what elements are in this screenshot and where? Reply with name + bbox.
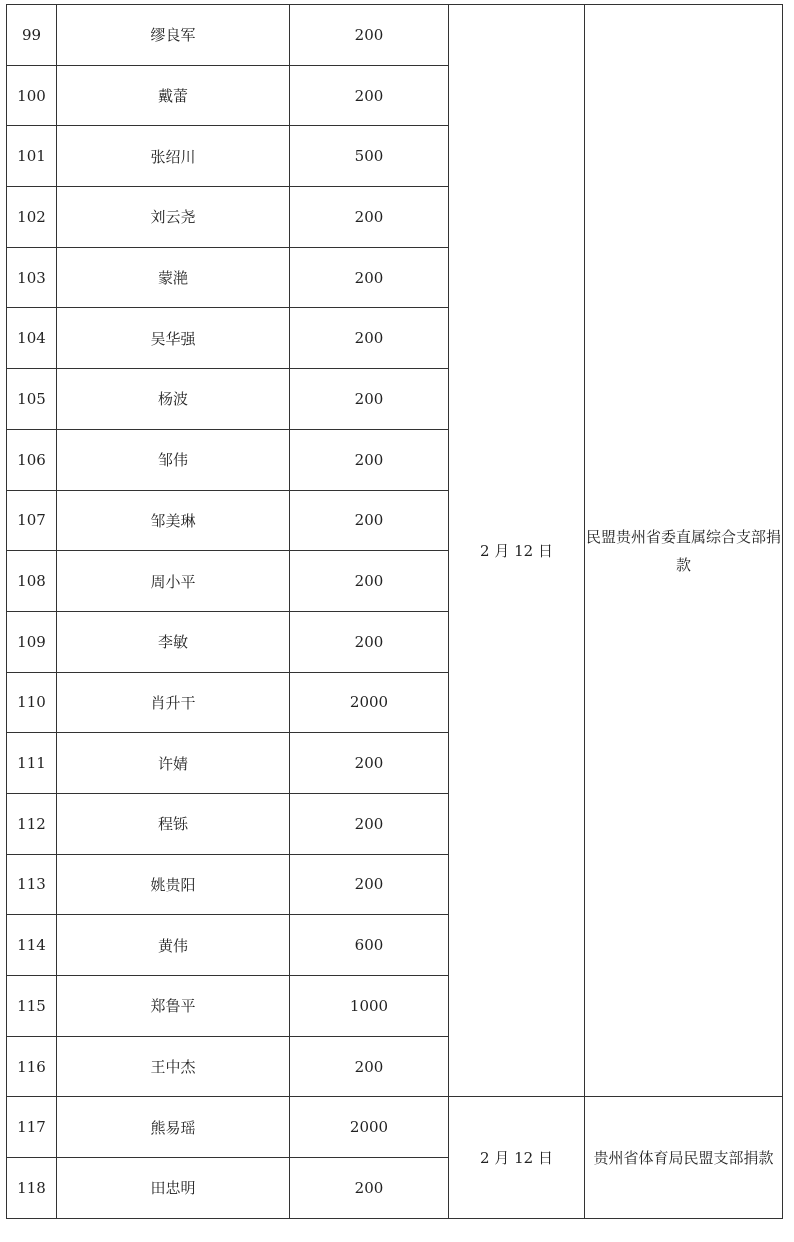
donor-name: 杨波	[57, 369, 290, 430]
row-number: 105	[7, 369, 57, 430]
row-number: 110	[7, 672, 57, 733]
donation-amount: 200	[290, 429, 449, 490]
donation-amount: 200	[290, 854, 449, 915]
donation-table	[6, 4, 783, 1219]
donation-amount: 200	[290, 611, 449, 672]
donation-amount: 200	[290, 793, 449, 854]
table-row	[7, 1097, 783, 1158]
donation-amount: 200	[290, 187, 449, 248]
donation-amount: 200	[290, 308, 449, 369]
donation-amount: 200	[290, 65, 449, 126]
donation-amount: 2000	[290, 672, 449, 733]
row-number: 118	[7, 1158, 57, 1219]
donor-name: 肖升干	[57, 672, 290, 733]
group-date: 2 月 12 日	[449, 1097, 585, 1218]
donation-amount: 200	[290, 247, 449, 308]
donor-name: 吴华强	[57, 308, 290, 369]
row-number: 102	[7, 187, 57, 248]
row-number: 107	[7, 490, 57, 551]
donor-name: 蒙滟	[57, 247, 290, 308]
donation-amount: 2000	[290, 1097, 449, 1158]
donation-amount: 1000	[290, 976, 449, 1037]
donation-amount: 600	[290, 915, 449, 976]
row-number: 115	[7, 976, 57, 1037]
row-number: 117	[7, 1097, 57, 1158]
donor-name: 邹美琳	[57, 490, 290, 551]
donor-name: 邹伟	[57, 429, 290, 490]
donation-amount: 200	[290, 369, 449, 430]
donor-name: 许婧	[57, 733, 290, 794]
group-note: 贵州省体育局民盟支部捐款	[585, 1097, 783, 1218]
row-number: 103	[7, 247, 57, 308]
donor-name: 周小平	[57, 551, 290, 612]
donor-name: 田忠明	[57, 1158, 290, 1219]
row-number: 109	[7, 611, 57, 672]
donor-name: 熊易瑶	[57, 1097, 290, 1158]
row-number: 99	[7, 5, 57, 66]
donor-name: 张绍川	[57, 126, 290, 187]
row-number: 106	[7, 429, 57, 490]
row-number: 116	[7, 1036, 57, 1097]
row-number: 113	[7, 854, 57, 915]
donation-amount: 200	[290, 1036, 449, 1097]
donor-name: 姚贵阳	[57, 854, 290, 915]
row-number: 104	[7, 308, 57, 369]
donation-amount: 200	[290, 1158, 449, 1219]
group-note: 民盟贵州省委直属综合支部捐款	[585, 5, 783, 1097]
row-number: 101	[7, 126, 57, 187]
donor-name: 郑鲁平	[57, 976, 290, 1037]
donor-name: 程铄	[57, 793, 290, 854]
donor-name: 缪良军	[57, 5, 290, 66]
row-number: 112	[7, 793, 57, 854]
donor-name: 王中杰	[57, 1036, 290, 1097]
donation-amount: 200	[290, 733, 449, 794]
donor-name: 戴蕾	[57, 65, 290, 126]
row-number: 114	[7, 915, 57, 976]
donation-amount: 200	[290, 490, 449, 551]
donation-amount: 500	[290, 126, 449, 187]
donor-name: 黄伟	[57, 915, 290, 976]
donor-name: 刘云尧	[57, 187, 290, 248]
group-date: 2 月 12 日	[449, 5, 585, 1097]
row-number: 108	[7, 551, 57, 612]
donor-name: 李敏	[57, 611, 290, 672]
donation-amount: 200	[290, 5, 449, 66]
table-row	[7, 5, 783, 66]
donation-amount: 200	[290, 551, 449, 612]
row-number: 111	[7, 733, 57, 794]
donation-table-body	[7, 5, 783, 1219]
row-number: 100	[7, 65, 57, 126]
